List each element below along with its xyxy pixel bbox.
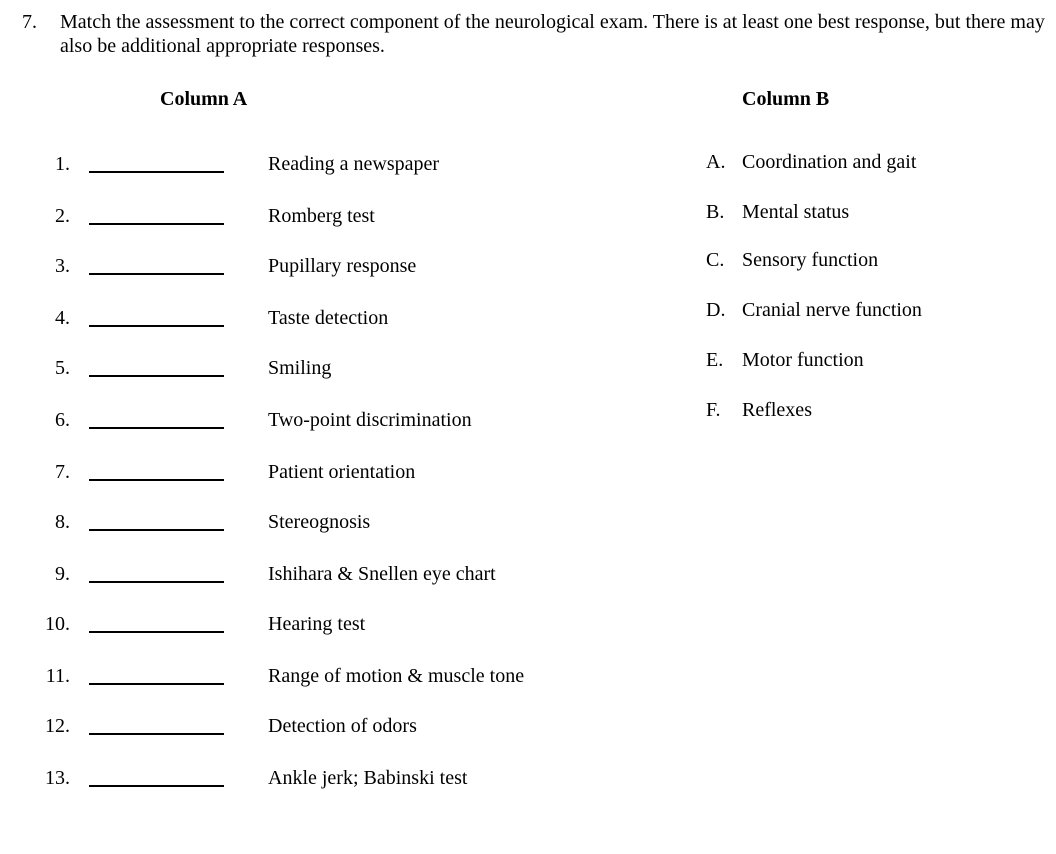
assessment-text: Pupillary response bbox=[268, 255, 417, 277]
match-row bbox=[0, 355, 600, 381]
option-letter: B. bbox=[706, 201, 725, 223]
match-row bbox=[0, 203, 600, 229]
assessment-text: Range of motion & muscle tone bbox=[268, 665, 525, 687]
option-text: Coordination and gait bbox=[742, 151, 917, 173]
option-text: Sensory function bbox=[742, 249, 879, 271]
option-item bbox=[706, 297, 1046, 323]
answer-blank[interactable] bbox=[89, 427, 224, 429]
match-row bbox=[0, 407, 600, 433]
option-letter: E. bbox=[706, 349, 724, 371]
match-row bbox=[0, 509, 600, 535]
answer-blank[interactable] bbox=[89, 631, 224, 633]
column-a-heading: Column A bbox=[160, 88, 248, 110]
match-row bbox=[0, 253, 600, 279]
assessment-text: Reading a newspaper bbox=[268, 153, 440, 175]
item-number: 5. bbox=[55, 357, 70, 379]
answer-blank[interactable] bbox=[89, 223, 224, 225]
option-item bbox=[706, 347, 1046, 373]
assessment-text: Detection of odors bbox=[268, 715, 417, 737]
assessment-text: Taste detection bbox=[268, 307, 389, 329]
option-item bbox=[706, 247, 1046, 273]
assessment-text: Patient orientation bbox=[268, 461, 416, 483]
match-row bbox=[0, 561, 600, 587]
item-number: 2. bbox=[55, 205, 70, 227]
item-number: 1. bbox=[55, 153, 70, 175]
answer-blank[interactable] bbox=[89, 325, 224, 327]
match-row bbox=[0, 713, 600, 739]
answer-blank[interactable] bbox=[89, 171, 224, 173]
answer-blank[interactable] bbox=[89, 733, 224, 735]
option-letter: C. bbox=[706, 249, 725, 271]
column-b-heading: Column B bbox=[742, 88, 830, 110]
item-number: 12. bbox=[45, 715, 70, 737]
item-number: 6. bbox=[55, 409, 70, 431]
match-row bbox=[0, 459, 600, 485]
option-item bbox=[706, 199, 1046, 225]
answer-blank[interactable] bbox=[89, 529, 224, 531]
match-row bbox=[0, 305, 600, 331]
item-number: 11. bbox=[45, 665, 70, 687]
answer-blank[interactable] bbox=[89, 785, 224, 787]
option-item bbox=[706, 149, 1046, 175]
assessment-text: Ishihara & Snellen eye chart bbox=[268, 563, 496, 585]
answer-blank[interactable] bbox=[89, 479, 224, 481]
question-number: 7. bbox=[22, 11, 37, 33]
item-number: 9. bbox=[55, 563, 70, 585]
item-number: 7. bbox=[55, 461, 70, 483]
item-number: 13. bbox=[45, 767, 70, 789]
item-number: 3. bbox=[55, 255, 70, 277]
match-row bbox=[0, 663, 600, 689]
assessment-text: Stereognosis bbox=[268, 511, 371, 533]
match-row bbox=[0, 765, 600, 791]
assessment-text: Romberg test bbox=[268, 205, 375, 227]
assessment-text: Hearing test bbox=[268, 613, 366, 635]
option-letter: A. bbox=[706, 151, 726, 173]
option-text: Reflexes bbox=[742, 399, 812, 421]
item-number: 4. bbox=[55, 307, 70, 329]
match-row bbox=[0, 611, 600, 637]
answer-blank[interactable] bbox=[89, 581, 224, 583]
option-letter: D. bbox=[706, 299, 726, 321]
answer-blank[interactable] bbox=[89, 273, 224, 275]
answer-blank[interactable] bbox=[89, 375, 224, 377]
assessment-text: Ankle jerk; Babinski test bbox=[268, 767, 468, 789]
item-number: 8. bbox=[55, 511, 70, 533]
option-text: Motor function bbox=[742, 349, 864, 371]
question-prompt: Match the assessment to the correct component of the neurological exam. There is at least one best response, but there may also be additional appropriate responses. bbox=[60, 11, 1045, 57]
assessment-text: Smiling bbox=[268, 357, 332, 379]
item-number: 10. bbox=[45, 613, 70, 635]
option-item bbox=[706, 397, 1046, 423]
option-letter: F. bbox=[706, 399, 721, 421]
match-row bbox=[0, 151, 600, 177]
option-text: Mental status bbox=[742, 201, 850, 223]
option-text: Cranial nerve function bbox=[742, 299, 922, 321]
assessment-text: Two-point discrimination bbox=[268, 409, 472, 431]
answer-blank[interactable] bbox=[89, 683, 224, 685]
